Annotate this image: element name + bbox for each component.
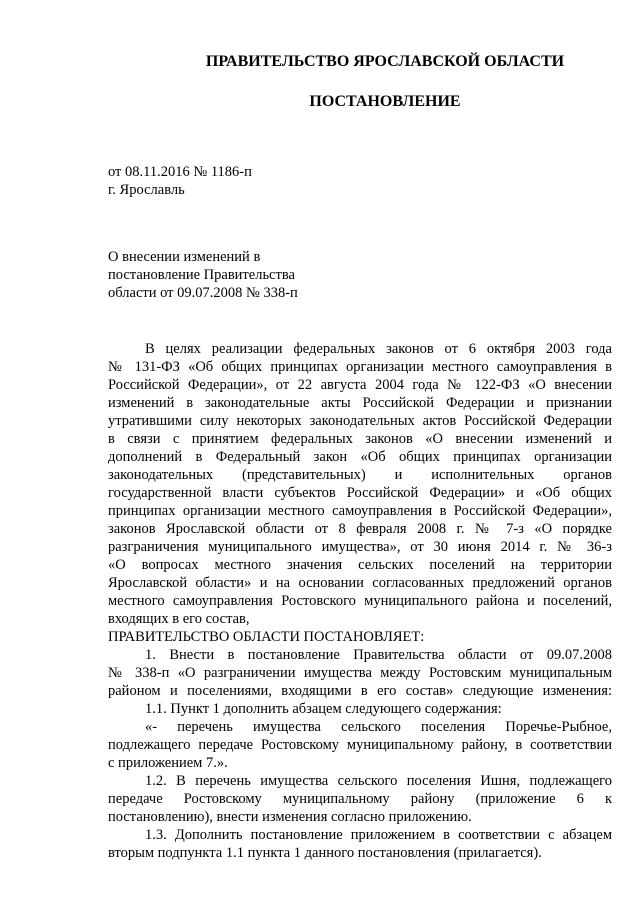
government-title: ПРАВИТЕЛЬСТВО ЯРОСЛАВСКОЙ ОБЛАСТИ [205,53,565,70]
body-line: № 338-п «О разграничении имущества между Ростовским муниципальным [108,665,612,681]
body-line: входящих в его состав, [108,611,250,627]
date-number: от 08.11.2016 № 1186-п [108,164,252,180]
body-line: «- перечень имущества сельского поселения Поречье-Рыбное, [145,719,612,735]
body-line: разграничения муниципального имущества», от 30 июня 2014 г. № 36-з [108,539,612,555]
body-line: районом и поселениями, входящими в его состав» следующие изменения: [108,683,612,699]
body-line: принципах организации местного самоуправления в Российской Федерации», [108,503,612,519]
body-line: подлежащего передаче Ростовскому муниципальному району, в соответствии [108,737,612,753]
body-line: № 131-ФЗ «Об общих принципах организации местного самоуправления в [108,359,612,375]
body-line: «О вопросах местного значения сельских поселений на территории [108,557,612,573]
body-line: вторым подпункта 1.1 пункта 1 данного постановления (прилагается). [108,845,542,861]
body-line: Российской Федерации», от 22 августа 2004 года № 122-ФЗ «О внесении [108,377,612,393]
body-line: 1.3. Дополнить постановление приложением в соответствии с абзацем [145,827,612,843]
body-line: изменений в законодательные акты Российской Федерации и признании [108,395,612,411]
body-line: законов Ярославской области от 8 февраля 2008 г. № 7-з «О порядке [108,521,612,537]
body-line: 1.2. В перечень имущества сельского поселения Ишня, подлежащего [145,773,612,789]
city: г. Ярославль [108,182,185,198]
body-line: государственной власти субъектов Российской Федерации» и «Об общих [108,485,612,501]
body-line: утратившими силу некоторых законодательных актов Российской Федерации [108,413,612,429]
subject-line: О внесении изменений в [108,249,261,265]
body-line: передаче Ростовскому муниципальному району (приложение 6 к [108,791,612,807]
body-line: с приложением 7.». [108,755,228,771]
document-type-title: ПОСТАНОВЛЕНИЕ [309,93,461,110]
body-line: дополнений в Федеральный закон «Об общих принципах организации [108,449,612,465]
body-line: местного самоуправления Ростовского муниципального района и поселений, [108,593,612,609]
subject-line: постановление Правительства [108,267,295,283]
body-line: 1.1. Пункт 1 дополнить абзацем следующего содержания: [145,701,502,717]
body-line: законодательных (представительных) и исполнительных органов [108,467,612,483]
body-line: Ярославской области» и на основании согласованных предложений органов [108,575,612,591]
body-line: В целях реализации федеральных законов от 6 октября 2003 года [145,341,612,357]
body-line: 1. Внести в постановление Правительства области от 09.07.2008 [145,647,612,663]
decree-heading: ПРАВИТЕЛЬСТВО ОБЛАСТИ ПОСТАНОВЛЯЕТ: [108,629,425,645]
body-line: в связи с принятием федеральных законов «О внесении изменений и [108,431,612,447]
subject-line: области от 09.07.2008 № 338-п [108,285,298,301]
body-line: постановлению), внести изменения согласно приложению. [108,809,472,825]
